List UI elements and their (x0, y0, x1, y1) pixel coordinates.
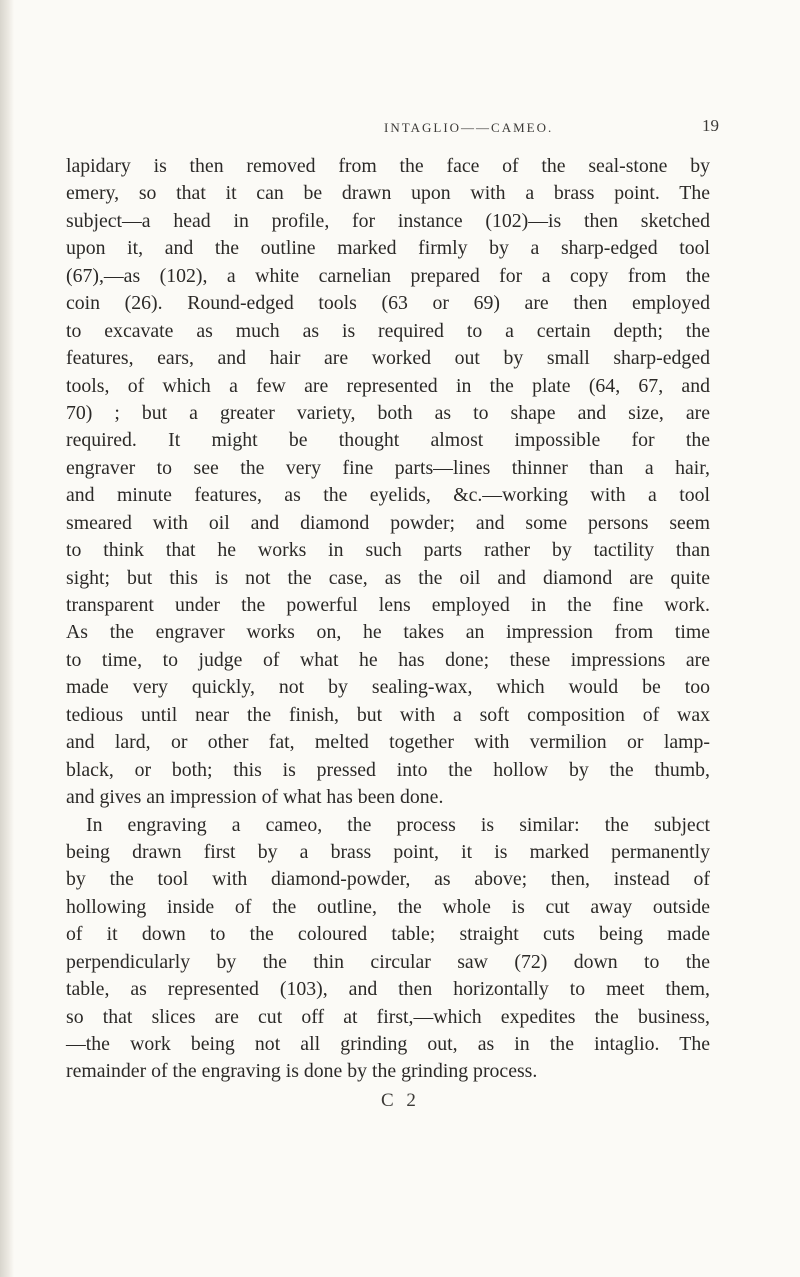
text-line: upon it, and the outline marked firmly by a sharp-edged tool (66, 237, 710, 260)
text-line: features, ears, and hair are worked out by small sharp-edged (66, 347, 710, 370)
text-line: and lard, or other fat, melted together with vermilion or lamp- (66, 731, 710, 754)
text-line: transparent under the powerful lens employed in the fine work. (66, 594, 710, 616)
body-text (66, 153, 710, 1086)
text-line: so that slices are cut off at first,—which expedites the business, (66, 1005, 710, 1028)
text-line: table, as represented (103), and then horizontally to meet them, (66, 978, 710, 1001)
text-line: remainder of the engraving is done by the grinding process. (66, 1060, 538, 1083)
text-line: —the work being not all grinding out, as in the intaglio. The (66, 1033, 710, 1055)
text-line: to time, to judge of what he has done; these impressions are (66, 648, 710, 671)
text-line: and minute features, as the eyelids, &c.—working with a tool (66, 484, 710, 507)
text-line: emery, so that it can be drawn upon with a brass point. The (66, 182, 710, 205)
text-line: by the tool with diamond-powder, as above; then, instead of (66, 868, 710, 891)
text-line: lapidary is then removed from the face of the seal-stone by (66, 155, 710, 177)
text-line: black, or both; this is pressed into the hollow by the thumb, (66, 758, 710, 781)
text-line: made very quickly, not by sealing-wax, which would be too (66, 676, 710, 699)
text-line: coin (26). Round-edged tools (63 or 69) are then employed (66, 292, 710, 315)
text-line: engraver to see the very fine parts—lines thinner than a hair, (66, 456, 710, 479)
text-line: and gives an impression of what has been done. (66, 786, 444, 809)
text-line: to excavate as much as is required to a certain depth; the (66, 319, 710, 342)
text-line: tedious until near the finish, but with a soft composition of wax (66, 703, 710, 726)
text-line: (67),—as (102), a white carnelian prepared for a copy from the (66, 264, 710, 287)
text-line: perpendicularly by the thin circular saw (72) down to the (66, 950, 710, 973)
text-line: to think that he works in such parts rather by tactility than (66, 539, 710, 562)
text-line: 70) ; but a greater variety, both as to shape and size, are (66, 401, 710, 424)
page-number: 19 (702, 116, 719, 135)
text-line: of it down to the coloured table; straight cuts being made (66, 923, 710, 946)
text-line: As the engraver works on, he takes an impression from time (66, 621, 710, 644)
text-line: subject—a head in profile, for instance (102)—is then sketched (66, 209, 710, 232)
text-line: smeared with oil and diamond powder; and some persons seem (66, 511, 710, 534)
text-line: being drawn first by a brass point, it is marked permanently (66, 840, 710, 863)
text-line: required. It might be thought almost impossible for the (66, 429, 710, 452)
text-line: hollowing inside of the outline, the whole is cut away outside (66, 895, 710, 918)
page-gutter-shadow (0, 0, 14, 1277)
text-line: tools, of which a few are represented in the plate (64, 67, and (66, 374, 710, 397)
signature-mark: C 2 (381, 1090, 420, 1111)
running-head: INTAGLIO——CAMEO. (384, 120, 554, 135)
text-line: sight; but this is not the case, as the oil and diamond are quite (66, 566, 710, 589)
text-line: In engraving a cameo, the process is similar: the subject (86, 813, 710, 836)
